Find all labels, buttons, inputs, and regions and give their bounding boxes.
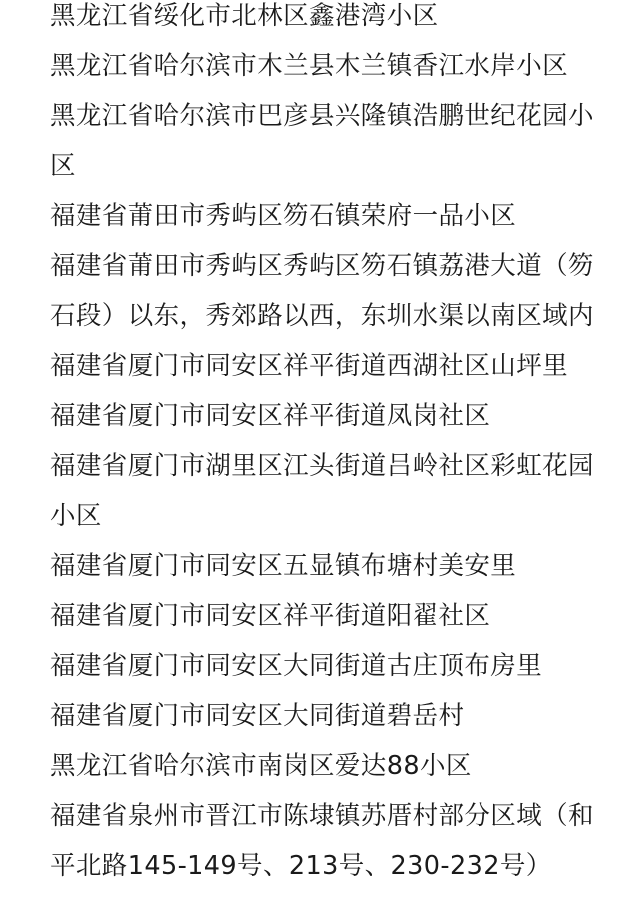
address-list [50, 0, 610, 891]
address-line: 福建省莆田市秀屿区笏石镇荣府一品小区 [50, 201, 517, 231]
address-line: 福建省厦门市同安区大同街道古庄顶布房里 [50, 651, 543, 681]
address-line: 黑龙江省哈尔滨市木兰县木兰镇香江水岸小区 [50, 51, 569, 81]
address-line: 黑龙江省哈尔滨市巴彦县兴隆镇浩鹏世纪花园小 [50, 101, 594, 131]
address-line: 福建省厦门市同安区祥平街道西湖社区山坪里 [50, 351, 569, 381]
address-line: 福建省泉州市晋江市陈埭镇苏厝村部分区域（和 [50, 801, 594, 831]
address-line: 黑龙江省哈尔滨市南岗区爱达88小区 [50, 751, 472, 781]
address-line: 福建省厦门市同安区祥平街道阳翟社区 [50, 601, 491, 631]
address-line: 小区 [50, 501, 102, 531]
address-line: 福建省厦门市同安区祥平街道凤岗社区 [50, 401, 491, 431]
address-line: 福建省莆田市秀屿区秀屿区笏石镇荔港大道（笏 [50, 251, 594, 281]
address-line: 福建省厦门市湖里区江头街道吕岭社区彩虹花园 [50, 451, 594, 481]
address-line: 平北路145-149号、213号、230-232号） [50, 851, 552, 881]
address-line: 福建省厦门市同安区大同街道碧岳村 [50, 701, 465, 731]
address-line: 石段）以东，秀郊路以西，东圳水渠以南区域内 [50, 301, 594, 331]
address-line: 福建省厦门市同安区五显镇布塘村美安里 [50, 551, 517, 581]
address-line: 黑龙江省绥化市北林区鑫港湾小区 [50, 1, 439, 31]
address-line: 区 [50, 151, 76, 181]
